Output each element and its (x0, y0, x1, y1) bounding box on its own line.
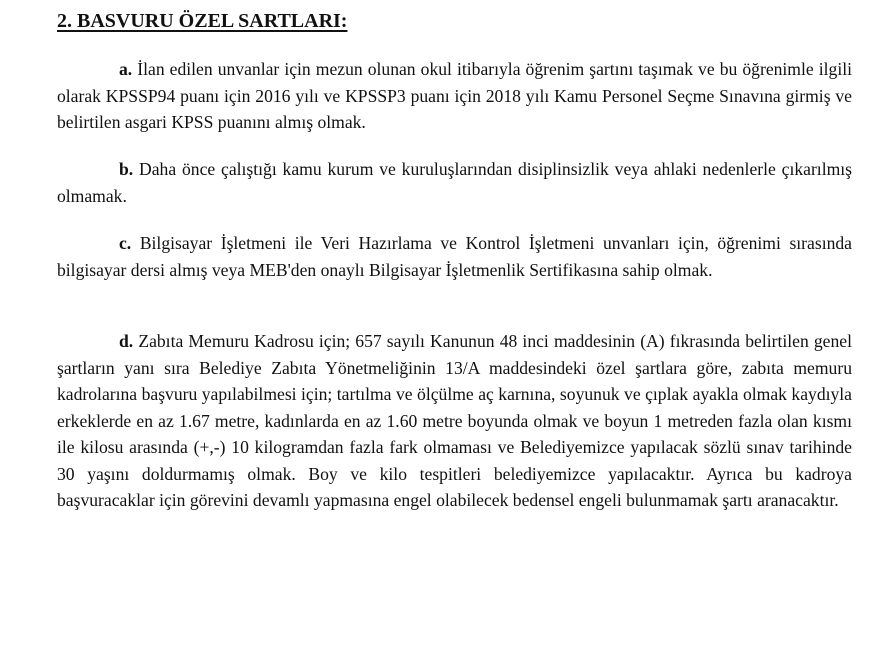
paragraph-c-text: Bilgisayar İşletmeni ile Veri Hazırlama ve Kontrol İşletmeni unvanları için, öğrenimi sırasında bilgisayar dersi almış veya MEB'den onaylı Bilgisayar İşletmenlik Sertifikasına sahip olmak. (57, 233, 852, 280)
paragraph-a-label: a. (119, 59, 133, 79)
paragraph-b (57, 156, 852, 209)
paragraph-a-text: İlan edilen unvanlar için mezun olunan okul itibarıyla öğrenim şartını taşımak ve bu öğrenimle ilgili olarak KPSSP94 puanı için 2016 yılı ve KPSSP3 puanı için 2018 yılı Kamu Personel Seçme Sınavına girmiş ve belirtilen asgari KPSS puanını almış olmak. (57, 59, 852, 132)
paragraph-d (57, 328, 852, 514)
paragraph-d-label: d. (119, 331, 134, 351)
paragraph-b-text: Daha önce çalıştığı kamu kurum ve kuruluşlarından disiplinsizlik veya ahlaki nedenlerle çıkarılmış olmamak. (57, 159, 852, 206)
paragraph-a (57, 56, 852, 136)
paragraph-c-label: c. (119, 233, 132, 253)
paragraph-d-text: Zabıta Memuru Kadrosu için; 657 sayılı Kanunun 48 inci maddesinin (A) fıkrasında belirtilen genel şartların yanı sıra Belediye Zabıta Yönetmeliğinin 13/A maddesindeki özel şartlara göre, zabıta memuru kadrolarına başvuru yapılabilmesi için; tartılma ve ölçülme aç karnına, soyunuk ve çıplak ayakla olmak kaydıyla erkeklerde en az 1.67 metre, kadınlarda en az 1.60 metre boyunda olmak ve boyun 1 metreden fazla olan kısmı ile kilosu arasında (+,-) 10 kilogramdan fazla fark olmaması ve Belediyemizce yapılacak sözlü sınav tarihinde 30 yaşını doldurmamış olmak. Boy ve kilo tespitleri belediyemizce yapılacaktır. Ayrıca bu kadroya başvuracaklar için görevini devamlı yapmasına engel olabilecek bedensel engeli bulunmamak şartı aranacaktır. (57, 331, 852, 510)
section-heading: 2. BASVURU ÖZEL SARTLARI: (57, 10, 348, 32)
paragraph-b-label: b. (119, 159, 134, 179)
paragraph-c (57, 230, 852, 283)
